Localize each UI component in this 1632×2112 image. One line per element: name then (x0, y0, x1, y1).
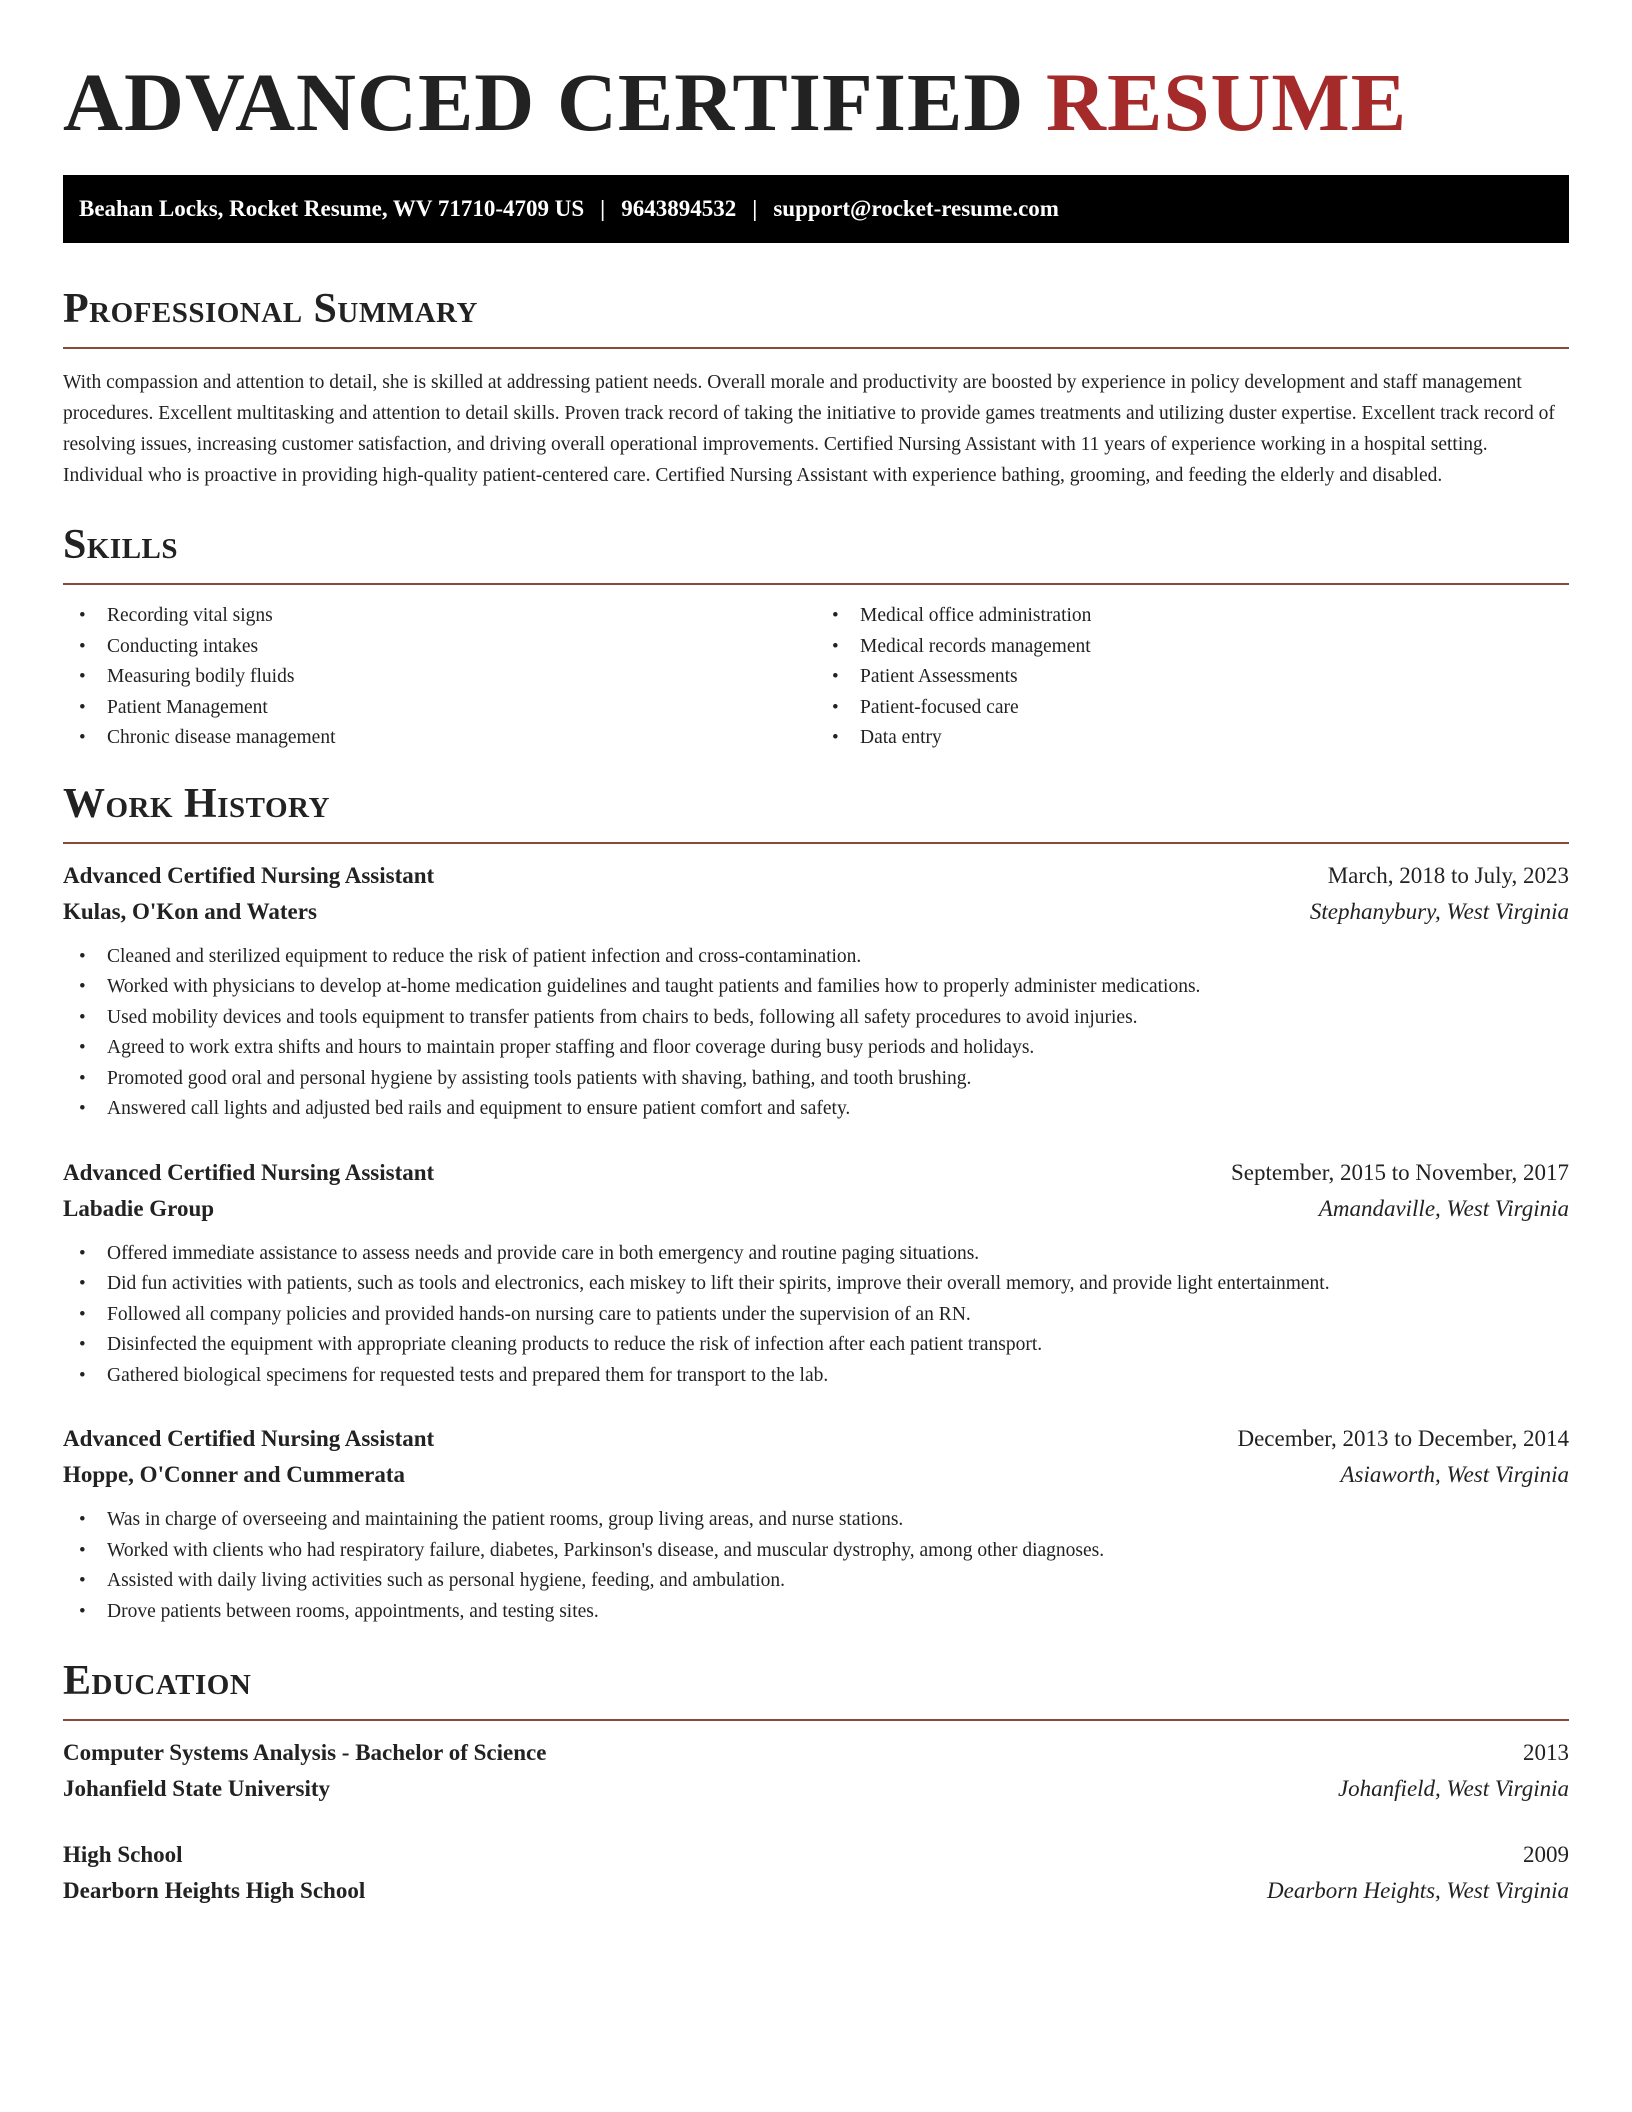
education-heading: Education (63, 1658, 252, 1704)
job-bullet: • Did fun activities with patients, such as tools and electronics, each miskey to lift their spirits, improve their overall memory, and provide light entertainment. (63, 1269, 1569, 1300)
job-bullet: • Answered call lights and adjusted bed rails and equipment to ensure patient comfort and safety. (63, 1094, 1569, 1125)
education-location: Johanfield, West Virginia (1337, 1776, 1569, 1801)
job-bullet: • Assisted with daily living activities such as personal hygiene, feeding, and ambulation. (63, 1566, 1569, 1597)
education-degree: Computer Systems Analysis - Bachelor of Science (63, 1740, 547, 1765)
skill-item: • Chronic disease management (63, 723, 816, 754)
job-company: Kulas, O'Kon and Waters (63, 898, 317, 924)
job-title: Advanced Certified Nursing Assistant (63, 1159, 435, 1185)
job-title: Advanced Certified Nursing Assistant (63, 862, 435, 888)
job-bullet: • Offered immediate assistance to assess needs and provide care in both emergency and routine paging situations. (63, 1239, 1569, 1270)
summary-heading: Professional Summary (63, 286, 478, 332)
contact-separator: | (600, 196, 606, 221)
job-bullet: • Worked with clients who had respiratory failure, diabetes, Parkinson's disease, and muscular dystrophy, among other diagnoses. (63, 1536, 1569, 1567)
summary-text: With compassion and attention to detail, she is skilled at addressing patient needs. Overall morale and productivity are boosted by experience in policy development and staff management procedures. Excellent multitasking and attention to detail skills. Proven track record of taking the initiative to provide games treatments and utilizing duster expertise. Excellent track record of resolving issues, increasing customer satisfaction, and driving overall operational improvements. Certified Nursing Assistant with 11 years of experience working in a hospital setting. Individual who is proactive in providing high-quality patient-centered care. Certified Nursing Assistant with experience bathing, grooming, and feeding the elderly and disabled. (63, 372, 1555, 486)
education-header-row (63, 1735, 1569, 1771)
job-company-row (63, 1191, 1569, 1227)
job-bullet: • Worked with physicians to develop at-home medication guidelines and taught patients and families how to properly administer medications. (63, 972, 1569, 1003)
resume-title (63, 50, 1569, 155)
job-company: Labadie Group (63, 1195, 215, 1221)
job-bullet: • Promoted good oral and personal hygiene by assisting tools patients with shaving, bathing, and tooth brushing. (63, 1064, 1569, 1095)
education-school: Dearborn Heights High School (63, 1878, 366, 1903)
skill-item: • Patient Management (63, 693, 816, 724)
job-location: Stephanybury, West Virginia (1309, 898, 1569, 924)
education-year: 2009 (1523, 1842, 1569, 1867)
job-entry (63, 858, 1569, 1125)
skill-item: • Data entry (816, 723, 1569, 754)
skills-column-left (63, 601, 816, 754)
job-location: Asiaworth, West Virginia (1340, 1462, 1569, 1487)
job-bullet: • Disinfected the equipment with appropriate cleaning products to reduce the risk of infection after each patient transport. (63, 1330, 1569, 1361)
job-header-row (63, 858, 1569, 894)
education-school-row (63, 1771, 1569, 1807)
job-header-row (63, 1155, 1569, 1191)
skill-item: • Medical records management (816, 632, 1569, 663)
section-divider (63, 842, 1569, 844)
job-bullets (63, 1239, 1569, 1392)
education-entry (63, 1735, 1569, 1807)
education-degree: High School (63, 1842, 183, 1867)
job-company-row (63, 1457, 1569, 1493)
education-section (63, 1657, 1569, 1909)
skill-item: • Patient Assessments (816, 662, 1569, 693)
work-history-heading: Work History (63, 780, 330, 827)
job-location: Amandaville, West Virginia (1318, 1195, 1569, 1221)
job-dates: March, 2018 to July, 2023 (1327, 862, 1569, 888)
job-dates: September, 2015 to November, 2017 (1231, 1159, 1569, 1185)
education-header-row (63, 1837, 1569, 1873)
skills-heading: Skills (63, 522, 179, 568)
job-bullet: • Was in charge of overseeing and maintaining the patient rooms, group living areas, and nurse stations. (63, 1505, 1569, 1536)
contact-email: support@rocket-resume.com (773, 196, 1059, 221)
contact-address: Beahan Locks, Rocket Resume, WV 71710-4709 US (79, 196, 585, 221)
job-bullet: • Used mobility devices and tools equipment to transfer patients from chairs to beds, following all safety procedures to avoid injuries. (63, 1003, 1569, 1034)
education-location: Dearborn Heights, West Virginia (1267, 1878, 1569, 1903)
section-divider (63, 347, 1569, 349)
job-bullet: • Drove patients between rooms, appointments, and testing sites. (63, 1597, 1569, 1628)
summary-section (63, 285, 1569, 491)
education-entry (63, 1837, 1569, 1909)
education-list (63, 1735, 1569, 1909)
job-bullets (63, 942, 1569, 1125)
skill-item: • Measuring bodily fluids (63, 662, 816, 693)
skill-item: • Medical office administration (816, 601, 1569, 632)
skills-column-right (816, 601, 1569, 754)
job-company: Hoppe, O'Conner and Cummerata (63, 1462, 406, 1487)
skills-section (63, 521, 1569, 754)
job-list (63, 858, 1569, 1628)
job-bullet: • Gathered biological specimens for requested tests and prepared them for transport to the lab. (63, 1361, 1569, 1392)
job-dates: December, 2013 to December, 2014 (1237, 1426, 1569, 1451)
job-header-row (63, 1421, 1569, 1457)
contact-phone: 9643894532 (621, 196, 737, 221)
job-entry (63, 1155, 1569, 1392)
skills-grid (63, 601, 1569, 754)
work-history-section (63, 780, 1569, 1628)
education-school: Johanfield State University (63, 1776, 331, 1801)
job-entry (63, 1421, 1569, 1627)
education-year: 2013 (1523, 1740, 1569, 1765)
section-divider (63, 583, 1569, 585)
contact-bar (63, 175, 1569, 243)
job-title: Advanced Certified Nursing Assistant (63, 1426, 435, 1451)
skill-item: • Recording vital signs (63, 601, 816, 632)
skill-item: • Patient-focused care (816, 693, 1569, 724)
resume-title-accent: RESUME (1046, 56, 1408, 148)
job-company-row (63, 894, 1569, 930)
job-bullet: • Agreed to work extra shifts and hours to maintain proper staffing and floor coverage during busy periods and holidays. (63, 1033, 1569, 1064)
job-bullets (63, 1505, 1569, 1627)
contact-separator: | (752, 196, 758, 221)
resume-title-main: ADVANCED CERTIFIED (63, 56, 1025, 148)
job-bullet: • Followed all company policies and provided hands-on nursing care to patients under the supervision of an RN. (63, 1300, 1569, 1331)
skill-item: • Conducting intakes (63, 632, 816, 663)
section-divider (63, 1719, 1569, 1721)
education-school-row (63, 1873, 1569, 1909)
job-bullet: • Cleaned and sterilized equipment to reduce the risk of patient infection and cross-contamination. (63, 942, 1569, 973)
